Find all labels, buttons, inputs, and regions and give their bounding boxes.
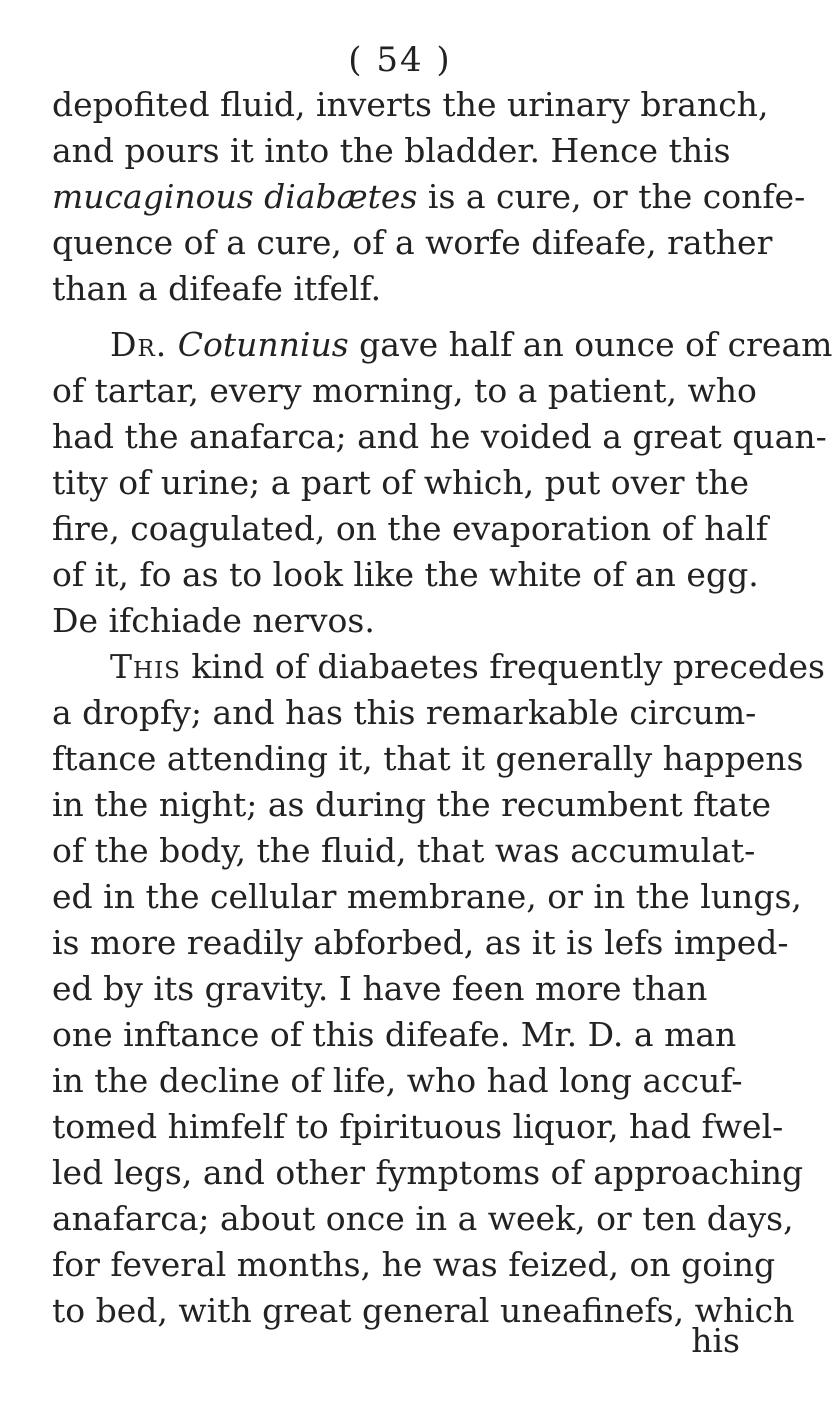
- text-line: [52, 322, 832, 368]
- text-line: fire, coagulated, on the evaporation of half: [52, 509, 768, 548]
- text-line: had the anafarca; and he voided a great quan-: [52, 417, 827, 456]
- paragraph-1: [52, 82, 806, 312]
- text-line: of the body, the fluid, that was accumulat-: [52, 831, 756, 870]
- italic-name: Cotunnius: [177, 325, 349, 364]
- text-segment: [167, 325, 178, 364]
- text-segment: gave half an ounce of cream: [348, 325, 832, 364]
- text-line: [52, 174, 806, 220]
- text-line: ed in the cellular membrane, or in the lungs,: [52, 877, 802, 916]
- text-segment: is a cure, or the confe-: [417, 177, 806, 216]
- text-line: in the night; as during the recumbent ftate: [52, 785, 772, 824]
- italic-term: mucaginous diabætes: [52, 177, 418, 216]
- catchword: his: [691, 1321, 740, 1360]
- text-line: and pours it into the bladder. Hence this: [52, 131, 731, 170]
- text-line: led legs, and other fymptoms of approaching: [52, 1153, 804, 1192]
- text-line: for feveral months, he was feized, on going: [52, 1245, 776, 1284]
- paragraph-2: [52, 322, 832, 644]
- text-line: quence of a cure, of a worfe difeafe, rather: [52, 223, 773, 262]
- text-line: in the decline of life, who had long accuf-: [52, 1061, 743, 1100]
- text-line: to bed, with great general uneafinefs, which: [52, 1291, 795, 1330]
- text-line: a dropfy; and has this remarkable circum-: [52, 693, 757, 732]
- text-line: tomed himfelf to fpirituous liquor, had fwel-: [52, 1107, 784, 1146]
- text-line: De ifchiade nervos.: [52, 601, 375, 640]
- text-line: [52, 644, 825, 690]
- text-line: tity of urine; a part of which, put over the: [52, 463, 750, 502]
- paragraph-3: [52, 644, 825, 1334]
- text-line: of tartar, every morning, to a patient, who: [52, 371, 757, 410]
- page-number: ( 54 ): [348, 40, 452, 80]
- text-segment: kind of diabaetes frequently precedes: [180, 647, 825, 686]
- text-line: ftance attending it, that it generally happens: [52, 739, 804, 778]
- small-caps-lead: This: [110, 647, 181, 686]
- text-line: one inftance of this difeafe. Mr. D. a man: [52, 1015, 737, 1054]
- text-line: than a difeafe itfelf.: [52, 269, 382, 308]
- text-line: is more readily abforbed, as it is lefs imped-: [52, 923, 789, 962]
- text-line: of it, fo as to look like the white of an egg.: [52, 555, 759, 594]
- text-line: ed by its gravity. I have feen more than: [52, 969, 708, 1008]
- small-caps-lead: Dr.: [110, 325, 168, 364]
- text-line: depofited fluid, inverts the urinary branch,: [52, 85, 769, 124]
- text-line: anafarca; about once in a week, or ten days,: [52, 1199, 794, 1238]
